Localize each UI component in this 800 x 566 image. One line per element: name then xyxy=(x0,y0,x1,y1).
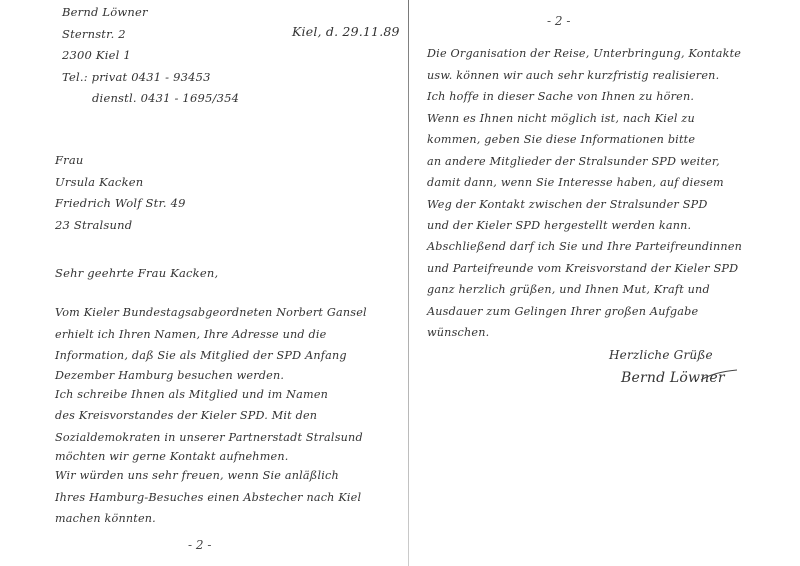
recipient-street: Friedrich Wolf Str. 49 xyxy=(55,196,186,210)
paragraph-1 xyxy=(427,43,741,237)
recipient-block xyxy=(55,150,186,236)
body-line: Information, daß Sie als Mitglied der SPD Anfang xyxy=(55,349,347,362)
sender-street: Sternstr. 2 xyxy=(62,26,126,41)
page-number: - 2 - xyxy=(547,14,571,28)
closing: Herzliche Grüße xyxy=(609,348,713,362)
sender-phone-work: dienstl. 0431 - 1695/354 xyxy=(92,91,240,105)
recipient-name: Ursula Kacken xyxy=(55,174,144,189)
paragraph-2 xyxy=(427,236,742,344)
sender-city: 2300 Kiel 1 xyxy=(62,48,131,62)
body-line: Die Organisation der Reise, Unterbringung, Kontakte xyxy=(427,47,742,60)
letter-page-2 xyxy=(409,0,800,566)
letter-body xyxy=(55,302,367,530)
body-line: Ausdauer zum Gelingen Ihrer großen Aufgabe xyxy=(427,304,699,318)
body-line: machen könnten. xyxy=(55,512,156,525)
body-line: Abschließend darf ich Sie und Ihre Parteifreundinnen xyxy=(427,240,743,253)
signature-flourish-icon xyxy=(699,368,739,382)
letter-greeting: Sehr geehrte Frau Kacken, xyxy=(55,266,219,280)
body-line: kommen, geben Sie diese Informationen bitte xyxy=(427,133,696,146)
body-line: Ich hoffe in dieser Sache von Ihnen zu hören. xyxy=(427,90,695,103)
body-line: und der Kieler SPD hergestellt werden kann. xyxy=(427,219,692,232)
body-line: Wir würden uns sehr freuen, wenn Sie anläßlich xyxy=(55,469,339,482)
body-line: Wenn es Ihnen nicht möglich ist, nach Kiel zu xyxy=(427,111,695,125)
page-number: - 2 - xyxy=(188,538,212,552)
sender-block xyxy=(62,2,239,110)
body-line: Ihres Hamburg-Besuches einen Abstecher nach Kiel xyxy=(55,490,362,504)
recipient-salutation: Frau xyxy=(55,153,84,167)
body-line: möchten wir gerne Kontakt aufnehmen. xyxy=(55,450,289,463)
sender-phone-private: Tel.: privat 0431 - 93453 xyxy=(62,69,211,84)
body-line: des Kreisvorstandes der Kieler SPD. Mit den xyxy=(55,409,318,422)
body-line: ganz herzlich grüßen, und Ihnen Mut, Kraft und xyxy=(427,283,710,296)
body-line: an andere Mitglieder der Stralsunder SPD weiter, xyxy=(427,154,720,168)
body-line: erhielt ich Ihren Namen, Ihre Adresse und die xyxy=(55,327,327,341)
body-line: und Parteifreunde vom Kreisvorstand der Kieler SPD xyxy=(427,261,739,275)
body-line: Weg der Kontakt zwischen der Stralsunder SPD xyxy=(427,197,708,211)
body-line: damit dann, wenn Sie Interesse haben, auf diesem xyxy=(427,176,724,189)
body-line: Dezember Hamburg besuchen werden. xyxy=(55,368,285,382)
recipient-city: 23 Stralsund xyxy=(55,217,133,232)
letter-date: Kiel, d. 29.11.89 xyxy=(292,24,400,39)
sender-name: Bernd Löwner xyxy=(62,5,148,19)
body-line: usw. können wir auch sehr kurzfristig realisieren. xyxy=(427,68,720,82)
body-line: Vom Kieler Bundestagsabgeordneten Norbert Gansel xyxy=(55,306,367,319)
signature: Bernd Löwner xyxy=(621,370,725,386)
body-line: Ich schreibe Ihnen als Mitglied und im Namen xyxy=(55,387,329,401)
body-line: wünschen. xyxy=(427,326,490,339)
body-line: Sozialdemokraten in unserer Partnerstadt Stralsund xyxy=(55,430,363,444)
